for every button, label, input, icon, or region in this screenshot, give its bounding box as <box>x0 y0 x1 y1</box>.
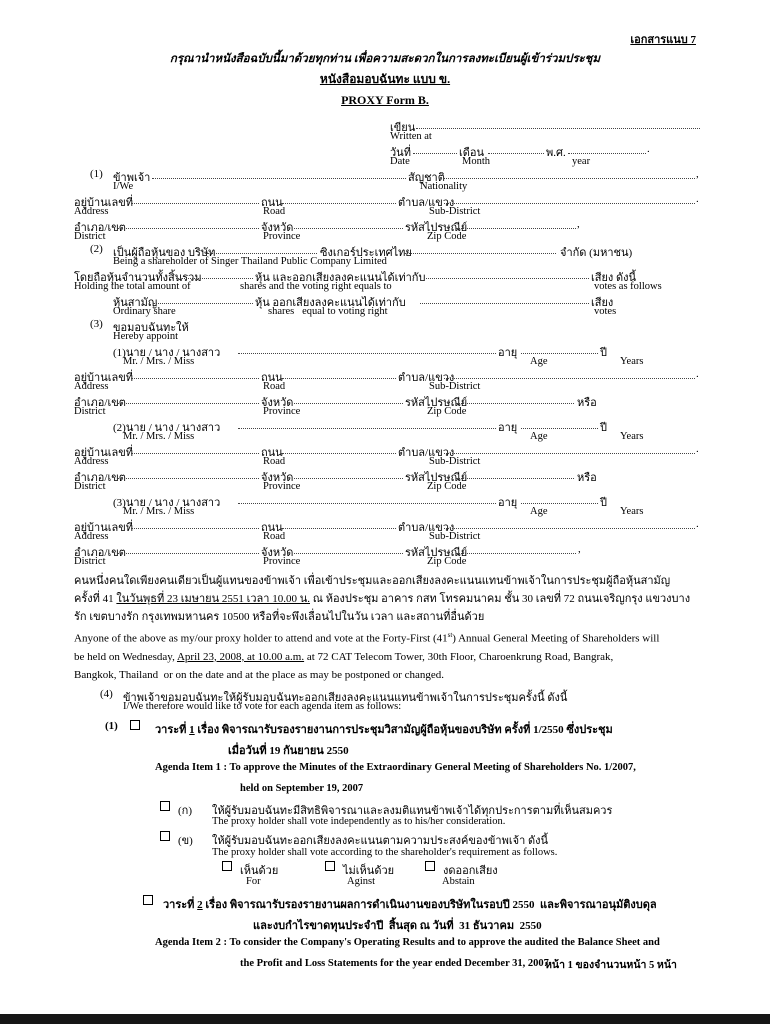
proxy3-name-field[interactable] <box>238 493 496 504</box>
row-comma: , <box>577 218 580 230</box>
shareholder-name-field[interactable] <box>152 168 406 179</box>
road-field[interactable] <box>282 193 396 204</box>
subdistrict-label-th: ตำบล/แขวง <box>398 447 455 459</box>
address-label-en: Address <box>74 456 109 467</box>
proxy2-years-label-th: ปี <box>600 422 607 434</box>
ordinary-share-mid-en: shares equal to voting right <box>268 306 388 317</box>
page-bottom-edge <box>0 1014 770 1024</box>
district-label-en: District <box>74 231 106 242</box>
proxy1-zipcode-field[interactable] <box>456 393 574 404</box>
province-label-th: จังหวัด <box>261 547 294 559</box>
district-label-th: อำเภอ/เขต <box>74 222 126 234</box>
date-row-period: . <box>647 143 650 155</box>
district-label-th: อำเภอ/เขต <box>74 472 126 484</box>
date-label-th: วันที่ <box>390 147 411 159</box>
proxy3-address-row <box>0 518 770 534</box>
address-no-field[interactable] <box>131 193 259 204</box>
year-field[interactable] <box>568 143 646 154</box>
row-period: . <box>696 193 699 205</box>
shareholder-name-row <box>0 168 770 184</box>
proxy1-district-row-en <box>0 406 770 418</box>
agenda1-title-num: 1 <box>189 723 195 736</box>
proxy1-province-field[interactable] <box>294 393 403 404</box>
subdistrict-label-th: ตำบล/แขวง <box>398 522 455 534</box>
date-label-en: Date <box>390 156 410 167</box>
proxy3-age-label-en: Age <box>530 506 548 517</box>
agenda2-title-row <box>0 895 770 909</box>
total-shares-end-en: votes as follows <box>594 281 662 292</box>
district-field[interactable] <box>118 218 259 229</box>
proxy1-age-label-en: Age <box>530 356 548 367</box>
proxy1-address-row <box>0 368 770 384</box>
notice-text: กรุณานำหนังสือฉบับนี้มาด้วยทุกท่าน เพื่อความสะดวกในการลงทะเบียนผู้เข้าร่วมประชุม <box>169 53 601 65</box>
proxy1-name-row <box>0 343 770 359</box>
ordinary-votes-field[interactable] <box>420 293 589 304</box>
notice-row <box>0 50 770 67</box>
proxy3-title-th: (3)นาย / นาง / นางสาว <box>113 497 221 509</box>
section4-text-en: I/We therefore would like to vote for each agenda item as follows: <box>123 700 402 712</box>
vote-for-checkbox[interactable] <box>222 861 232 871</box>
total-shares-row-en <box>0 281 770 293</box>
agenda2-title-en-line1: Agenda Item 2 : To consider the Company's Operating Results and to approve the audited the Balance Sheet and <box>155 936 660 948</box>
proxy2-name-field[interactable] <box>238 418 496 429</box>
appoint-label-th: ขอมอบฉันทะให้ <box>113 322 189 334</box>
proxy2-address-row-en <box>0 456 770 468</box>
road-label-en: Road <box>263 531 286 542</box>
meeting-paragraph-en <box>0 626 770 684</box>
vote-options-row <box>0 861 770 876</box>
option-b-text-en: The proxy holder shall vote according to the shareholder's requirement as follows. <box>212 846 558 858</box>
nationality-field[interactable] <box>443 168 695 179</box>
district-label-th: อำเภอ/เขต <box>74 547 126 559</box>
shareholder-address-row <box>0 193 770 209</box>
subdistrict-label-en: Sub-District <box>429 456 481 467</box>
vote-for-label-en: For <box>246 875 261 887</box>
proxy1-title-en: Mr. / Mrs. / Miss <box>123 356 195 367</box>
shareholder-district-row <box>0 218 770 234</box>
road-label-th: ถนน <box>261 197 283 209</box>
agenda1-title-en-row2 <box>0 783 770 797</box>
proxy2-title-th: (2)นาย / นาง / นางสาว <box>113 422 221 434</box>
proxy2-subdistrict-field[interactable] <box>444 443 695 454</box>
zipcode-label-en: Zip Code <box>427 556 467 567</box>
shareholder-of-label-en: Being a shareholder of Singer Thailand Public Company Limited <box>113 256 387 267</box>
subdistrict-label-en: Sub-District <box>429 531 481 542</box>
district-label-th: อำเภอ/เขต <box>74 397 126 409</box>
agenda1-title-en-line1: Agenda Item 1 : To approve the Minutes of the Extraordinary General Meeting of Shareholders No. 1/2007, <box>155 761 636 773</box>
or-label: หรือ <box>577 472 597 484</box>
proxy3-province-field[interactable] <box>294 543 403 554</box>
agenda2-title-pre: วาระที่ <box>163 898 198 911</box>
proxy3-name-row <box>0 493 770 509</box>
road-label-th: ถนน <box>261 447 283 459</box>
road-label-en: Road <box>263 206 286 217</box>
proxy2-age-label-en: Age <box>530 431 548 442</box>
section2-number: (2) <box>90 243 103 255</box>
zipcode-label-th: รหัสไปรษณีย์ <box>405 547 468 559</box>
option-a-checkbox[interactable] <box>160 801 170 811</box>
proxy3-road-field[interactable] <box>282 518 396 529</box>
row-comma: , <box>696 168 699 180</box>
proxy3-address-row-en <box>0 531 770 543</box>
total-votes-field[interactable] <box>426 268 589 279</box>
nationality-label-th: สัญชาติ <box>408 172 445 184</box>
company-row <box>0 243 770 259</box>
proxy2-name-row <box>0 418 770 434</box>
proxy3-years-label-en: Years <box>620 506 644 517</box>
option-b-text-th: ให้ผู้รับมอบฉันทะออกเสียงลงคะแนนตามความประสงค์ของข้าพเจ้า ดังนี้ <box>212 834 549 847</box>
date-row <box>0 143 770 159</box>
section3-number: (3) <box>90 318 103 330</box>
agenda1-title-post: เรื่อง พิจารณารับรองรายงานการประชุมวิสามัญผู้ถือหุ้นของบริษัท ครั้งที่ 1/2550 ซึ่งประชุม <box>194 723 613 736</box>
proxy3-age-field[interactable] <box>521 493 598 504</box>
province-label-en: Province <box>263 231 301 242</box>
district-label-en: District <box>74 481 106 492</box>
date-row-en <box>0 156 770 168</box>
district-label-en: District <box>74 556 106 567</box>
meeting-paragraph-th <box>0 572 770 626</box>
proxy3-district-field[interactable] <box>118 543 259 554</box>
proxy2-address-row <box>0 443 770 459</box>
proxy3-age-label-th: อายุ <box>498 497 518 509</box>
row-period: . <box>696 368 699 380</box>
written-at-label-en: Written at <box>390 131 432 142</box>
company-name-prefix-field[interactable] <box>207 243 317 254</box>
iwe-label-en: I/We <box>113 181 134 192</box>
district-label-en: District <box>74 406 106 417</box>
ordinal-superscript: st <box>447 631 453 639</box>
agenda1-title-en-line2: held on September 19, 2007 <box>240 782 364 794</box>
row-comma: , <box>578 543 581 555</box>
agenda1-checkbox[interactable] <box>130 720 140 730</box>
road-label-en: Road <box>263 456 286 467</box>
proxy1-name-field[interactable] <box>238 343 496 354</box>
proxy3-years-label-th: ปี <box>600 497 607 509</box>
total-shares-label-th: โดยถือหุ้นจำนวนทั้งสิ้นรวม <box>74 272 202 284</box>
month-field[interactable] <box>488 143 544 154</box>
ordinary-share-label-th: หุ้นสามัญ <box>113 297 158 309</box>
agenda2-checkbox[interactable] <box>143 895 153 905</box>
nationality-label-en: Nationality <box>420 181 468 192</box>
subdistrict-label-th: ตำบล/แขวง <box>398 372 455 384</box>
month-label-en: Month <box>462 156 491 167</box>
title-th-row <box>0 70 770 88</box>
attachment-row <box>0 30 770 45</box>
appoint-row <box>0 318 770 334</box>
total-shares-label-en: Holding the total amount of <box>74 281 191 292</box>
ordinary-share-mid-th: หุ้น ออกเสียงลงคะแนนได้เท่ากับ <box>255 297 406 309</box>
meeting-paragraph-th-line3 <box>74 608 698 626</box>
written-at-field[interactable] <box>416 118 700 129</box>
proxy1-address-no-field[interactable] <box>131 368 259 379</box>
subdistrict-label-th: ตำบล/แขวง <box>398 197 455 209</box>
proxy1-address-row-en <box>0 381 770 393</box>
proxy1-age-field[interactable] <box>521 343 598 354</box>
total-shares-end-th: เสียง ดังนี้ <box>591 272 637 284</box>
address-label-en: Address <box>74 381 109 392</box>
or-label: หรือ <box>577 397 597 409</box>
written-at-row <box>0 118 770 134</box>
proxy2-province-field[interactable] <box>294 468 403 479</box>
address-no-label-th: อยู่บ้านเลขที่ <box>74 522 134 534</box>
province-label-en: Province <box>263 406 301 417</box>
section1-number: (1) <box>90 168 103 180</box>
option-a-row-en <box>0 816 770 831</box>
vote-abstain-checkbox[interactable] <box>425 861 435 871</box>
shareholder-district-row-en <box>0 231 770 243</box>
paragraph-text: ) Annual General Meeting of Shareholders will <box>452 632 660 645</box>
meeting-paragraph-th-line2 <box>74 590 698 608</box>
option-b-label: (ข) <box>178 834 193 847</box>
province-field[interactable] <box>294 218 403 229</box>
paragraph-text: Anyone of the above as my/our proxy holder to attend and vote at the Forty-First (41 <box>74 632 448 645</box>
proxy2-name-row-en <box>0 431 770 443</box>
meeting-paragraph-en-line3 <box>74 666 698 684</box>
option-a-text-en: The proxy holder shall vote independently as to his/her consideration. <box>212 815 506 827</box>
proxy1-district-field[interactable] <box>118 393 259 404</box>
paragraph-text: be held on Wednesday, <box>74 650 177 663</box>
vote-against-checkbox[interactable] <box>325 861 335 871</box>
vote-abstain-label-th: งดออกเสียง <box>443 864 498 877</box>
ordinary-share-end-th: เสียง <box>591 297 614 309</box>
year-label-th: พ.ศ. <box>546 147 566 159</box>
iwe-label-th: ข้าพเจ้า <box>113 172 151 184</box>
total-shares-mid-en: shares and the voting right equals to <box>240 281 392 292</box>
agenda2-title-th-line2: และงบกำไรขาดทุนประจำปี สิ้นสุด ณ วันที่ 31 ธันวาคม 2550 <box>253 919 542 932</box>
section4-text-th: ข้าพเจ้าขอมอบฉันทะให้ผู้รับมอบฉันทะออกเสียงลงคะแนนแทนข้าพเจ้าในการประชุมครั้งนี้ ดังนี้ <box>123 691 568 704</box>
agenda2-title-en-row <box>0 937 770 951</box>
agenda2-title-num: 2 <box>197 898 203 911</box>
proxy1-age-label-th: อายุ <box>498 347 518 359</box>
proxy2-district-field[interactable] <box>118 468 259 479</box>
total-shares-mid-th: หุ้น และออกเสียงลงคะแนนได้เท่ากับ <box>255 272 426 284</box>
agenda1-title-row <box>0 720 770 734</box>
proxy3-zipcode-field[interactable] <box>456 543 576 554</box>
row-period: . <box>696 443 699 455</box>
section4-row <box>0 687 770 704</box>
paragraph-text: Bangkok, Thailand or on the date and at the place as may be postponed or changed. <box>74 668 445 681</box>
agenda1-title-row2 <box>0 741 770 755</box>
company-row-en <box>0 256 770 268</box>
agenda2-title-th <box>163 895 657 913</box>
subdistrict-field[interactable] <box>444 193 695 204</box>
road-label-th: ถนน <box>261 522 283 534</box>
agenda2-title-post: เรื่อง พิจารณารับรองรายงานผลการดำเนินงานของบริษัทในรอบปี 2550 และพิจารณาอนุมัติงบดุล <box>202 898 657 911</box>
agenda2-title-row2 <box>0 916 770 930</box>
page-number-label: หน้า 1 ของจำนวนหน้า 5 หน้า <box>545 960 677 971</box>
month-label-th: เดือน <box>459 147 485 159</box>
proxy2-title-en: Mr. / Mrs. / Miss <box>123 431 195 442</box>
proxy2-age-field[interactable] <box>521 418 598 429</box>
proxy1-years-label-th: ปี <box>600 347 607 359</box>
paragraph-text: ครั้งที่ 41 <box>74 593 117 605</box>
ordinary-share-label-en: Ordinary share <box>113 306 176 317</box>
proxy3-district-row <box>0 543 770 559</box>
meeting-date-underlined-en: April 23, 2008, at 10.00 a.m. <box>176 650 305 663</box>
total-shares-field[interactable] <box>176 268 253 279</box>
option-a-row <box>0 801 770 816</box>
company-suffix: จำกัด (มหาชน) <box>560 247 633 259</box>
year-label-en: year <box>572 156 591 167</box>
option-b-row <box>0 831 770 847</box>
attachment-label: เอกสารแนบ 7 <box>630 34 696 46</box>
proxy2-road-field[interactable] <box>282 443 396 454</box>
agenda1-title-th-line2: เมื่อวันที่ 19 กันยายน 2550 <box>228 744 349 757</box>
agenda2-title-en-line2: the Profit and Loss Statements for the year ended December 31, 2007 <box>240 957 549 969</box>
row-period: . <box>696 518 699 530</box>
appoint-row-en <box>0 331 770 343</box>
ordinary-share-row <box>0 293 770 309</box>
proxy2-address-no-field[interactable] <box>131 443 259 454</box>
company-name: ซิงเกอร์ประเทศไทย <box>320 247 412 259</box>
shareholder-name-row-en <box>0 181 770 193</box>
zipcode-label-en: Zip Code <box>427 231 467 242</box>
agenda1-number: (1) <box>105 719 118 732</box>
province-label-th: จังหวัด <box>261 222 294 234</box>
proxy1-road-field[interactable] <box>282 368 396 379</box>
proxy2-age-label-th: อายุ <box>498 422 518 434</box>
zipcode-label-en: Zip Code <box>427 406 467 417</box>
meeting-paragraph-th-line1 <box>74 572 698 590</box>
vote-for-label-th: เห็นด้วย <box>240 864 279 877</box>
option-b-checkbox[interactable] <box>160 831 170 841</box>
vote-against-label-th: ไม่เห็นด้วย <box>343 864 395 877</box>
address-no-label-th: อยู่บ้านเลขที่ <box>74 447 134 459</box>
proxy1-district-row <box>0 393 770 409</box>
proxy2-district-row-en <box>0 481 770 493</box>
proxy1-subdistrict-field[interactable] <box>444 368 695 379</box>
meeting-date-underlined-th: ในวันพุธที่ 23 เมษายน 2551 เวลา 10.00 น. <box>116 593 310 605</box>
written-at-row-en <box>0 131 770 143</box>
date-field[interactable] <box>413 143 457 154</box>
address-no-label-th: อยู่บ้านเลขที่ <box>74 197 134 209</box>
province-label-th: จังหวัด <box>261 397 294 409</box>
paragraph-text: at 72 CAT Telecom Tower, 30th Floor, Charoenkrung Road, Bangrak, <box>304 650 614 663</box>
ordinary-shares-field[interactable] <box>153 293 253 304</box>
written-at-label-th: เขียน <box>390 122 416 134</box>
vote-against-label-en: Aginst <box>347 875 376 887</box>
option-a-text-th: ให้ผู้รับมอบฉันทะมีสิทธิพิจารณาและลงมติแทนข้าพเจ้าได้ทุกประการตามที่เห็นสมควร <box>212 804 613 817</box>
proxy3-subdistrict-field[interactable] <box>444 518 695 529</box>
total-shares-row <box>0 268 770 284</box>
meeting-paragraph-en-line2 <box>74 648 698 666</box>
zipcode-field[interactable] <box>456 218 576 229</box>
address-label-en: Address <box>74 531 109 542</box>
proxy3-district-row-en <box>0 556 770 568</box>
paragraph-text: รัก เขตบางรัก กรุงเทพมหานคร 10500 หรือที่จะพึงเลื่อนไปในวัน เวลา และสถานที่อื่นด้วย <box>74 611 485 623</box>
proxy2-district-row <box>0 468 770 484</box>
subdistrict-label-en: Sub-District <box>429 381 481 392</box>
option-a-label: (ก) <box>178 804 192 817</box>
appoint-label-en: Hereby appoint <box>113 331 179 342</box>
proxy1-title-th: (1)นาย / นาง / นางสาว <box>113 347 221 359</box>
zipcode-label-th: รหัสไปรษณีย์ <box>405 222 468 234</box>
vote-options-row-en <box>0 876 770 889</box>
proxy3-address-no-field[interactable] <box>131 518 259 529</box>
agenda1-title-pre: วาระที่ <box>155 723 190 736</box>
zipcode-label-th: รหัสไปรษณีย์ <box>405 472 468 484</box>
proxy3-title-en: Mr. / Mrs. / Miss <box>123 506 195 517</box>
agenda1-title-th <box>155 720 613 738</box>
province-label-th: จังหวัด <box>261 472 294 484</box>
paragraph-text: ณ ห้องประชุม อาคาร กสท โทรคมนาคม ชั้น 30 เลขที่ 72 ถนนเจริญกรุง แขวงบาง <box>309 593 691 605</box>
shareholder-of-label-th: เป็นผู้ถือหุ้นของ บริษัท <box>113 247 216 259</box>
subdistrict-label-en: Sub-District <box>429 206 481 217</box>
vote-abstain-label-en: Abstain <box>442 875 475 887</box>
meeting-paragraph-en-line1 <box>74 626 698 648</box>
proxy1-years-label-en: Years <box>620 356 644 367</box>
title-en-row <box>0 93 770 110</box>
address-label-en: Address <box>74 206 109 217</box>
province-label-en: Province <box>263 481 301 492</box>
road-label-en: Road <box>263 381 286 392</box>
agenda1-title-en-row <box>0 762 770 776</box>
address-no-label-th: อยู่บ้านเลขที่ <box>74 372 134 384</box>
zipcode-label-en: Zip Code <box>427 481 467 492</box>
province-label-en: Province <box>263 556 301 567</box>
section4-row-en <box>0 701 770 713</box>
proxy1-name-row-en <box>0 356 770 368</box>
page-title-english: PROXY Form B. <box>341 93 429 107</box>
zipcode-label-th: รหัสไปรษณีย์ <box>405 397 468 409</box>
ordinary-share-row-en <box>0 306 770 318</box>
proxy3-name-row-en <box>0 506 770 518</box>
section4-number: (4) <box>100 687 113 700</box>
company-name-suffix-field[interactable] <box>404 243 556 254</box>
proxy2-zipcode-field[interactable] <box>456 468 574 479</box>
ordinary-share-end-en: votes <box>594 306 617 317</box>
paragraph-text: คนหนึ่งคนใดเพียงคนเดียวเป็นผู้แทนของข้าพเจ้า เพื่อเข้าประชุมและออกเสียงลงคะแนนแทนข้าพเจ้าในการประชุมผู้ถือหุ้นสามัญ <box>74 575 671 587</box>
shareholder-address-row-en <box>0 206 770 218</box>
option-b-row-en <box>0 847 770 861</box>
proxy2-years-label-en: Years <box>620 431 644 442</box>
page-title-thai: หนังสือมอบฉันทะ แบบ ข. <box>319 72 451 86</box>
road-label-th: ถนน <box>261 372 283 384</box>
